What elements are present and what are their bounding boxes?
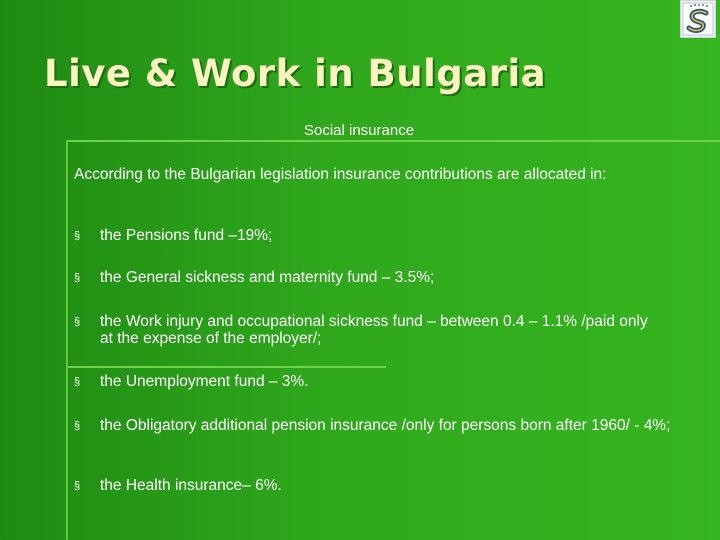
slide-title: Live & Work in Bulgaria bbox=[44, 52, 547, 95]
divider-line-top bbox=[66, 140, 720, 142]
list-item bbox=[74, 373, 674, 390]
eures-logo-icon bbox=[681, 1, 715, 37]
slide-subtitle bbox=[0, 122, 720, 139]
intro-paragraph: According to the Bulgarian legislation insurance contributions are allocated in: bbox=[74, 166, 607, 183]
subtitle-text: Social insurance bbox=[303, 122, 415, 139]
divider-line-vertical bbox=[66, 140, 68, 540]
bullet-icon: § bbox=[74, 376, 81, 388]
list-item-text: the General sickness and maternity fund – 3.5%; bbox=[100, 269, 435, 286]
list-item bbox=[74, 313, 664, 347]
list-item bbox=[74, 417, 679, 434]
bullet-icon: § bbox=[74, 316, 81, 328]
list-item bbox=[74, 227, 674, 244]
bullet-icon: § bbox=[74, 420, 81, 432]
list-item-text: the Work injury and occupational sickness fund – between 0.4 – 1.1% /paid only at the expense of the employer/; bbox=[100, 313, 648, 347]
list-item-text: the Unemployment fund – 3%. bbox=[100, 373, 309, 390]
list-item bbox=[74, 477, 674, 494]
bullet-icon: § bbox=[74, 272, 81, 284]
list-item bbox=[74, 269, 674, 286]
divider-line-bottom bbox=[66, 366, 386, 368]
list-item-text: the Obligatory additional pension insurance /only for persons born after 1960/ - 4%; bbox=[100, 417, 671, 434]
list-item-text: the Health insurance– 6%. bbox=[100, 477, 282, 494]
list-item-text: the Pensions fund –19%; bbox=[100, 227, 273, 244]
eures-logo bbox=[680, 0, 716, 38]
bullet-icon: § bbox=[74, 230, 81, 242]
bullet-icon: § bbox=[74, 480, 81, 492]
